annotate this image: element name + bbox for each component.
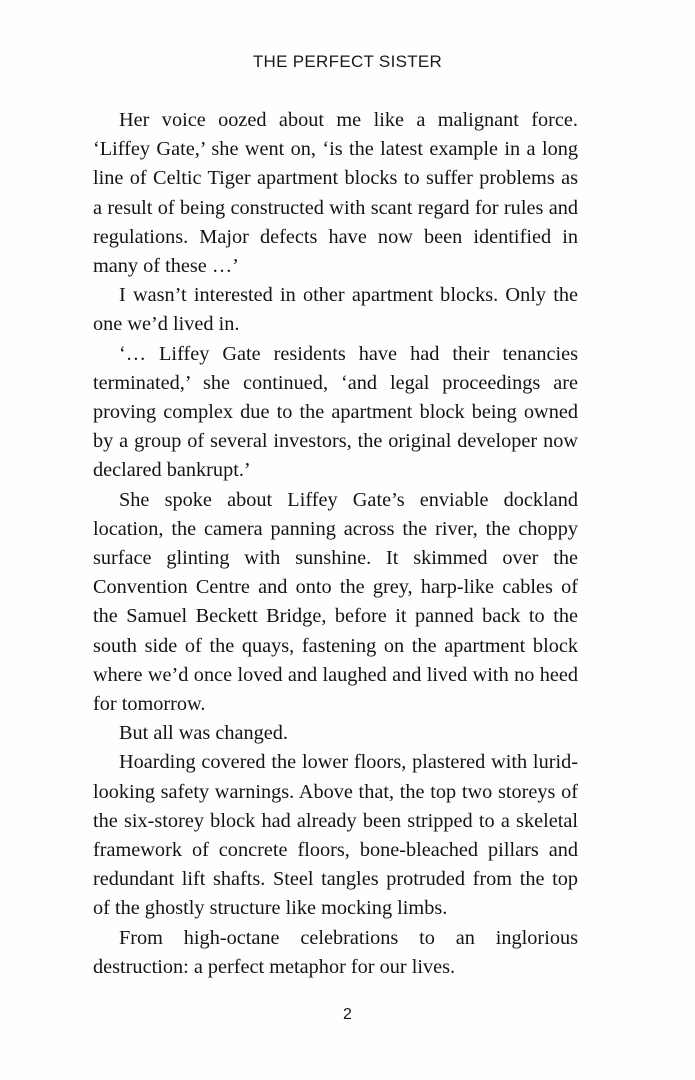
paragraph: She spoke about Liffey Gate’s enviable dockland location, the camera panning across the river, the choppy surface glinting with sunshine. It skimmed over the Convention Centre and onto the grey, harp-like cables of the Samuel Beckett Bridge, before it panned back to the south side of the quays, fastening on the apartment block where we’d once loved and laughed and lived with no heed for tomorrow.	[93, 488, 578, 716]
body-text	[93, 106, 578, 982]
paragraph: Hoarding covered the lower floors, plastered with lurid-looking safety warnings. Above that, the top two storeys of the six-storey block had already been stripped to a skeletal framework of concrete floors, bone-bleached pillars and redundant lift shafts. Steel tangles protruded from the top of the ghostly structure like mocking limbs.	[93, 751, 578, 920]
running-head-title: THE PERFECT SISTER	[252, 52, 443, 71]
paragraph: Her voice oozed about me like a malignant force. ‘Liffey Gate,’ she went on, ‘is the latest example in a long line of Celtic Tiger apartment blocks to suffer problems as a result of being constructed with scant regard for rules and regulations. Major defects have now been identified in many of these …’	[93, 109, 578, 278]
paragraph: ‘… Liffey Gate residents have had their tenancies terminated,’ she continued, ‘and legal proceedings are proving complex due to the apartment block being owned by a group of several investors, the original developer now declared bankrupt.’	[93, 342, 578, 482]
paragraph: I wasn’t interested in other apartment blocks. Only the one we’d lived in.	[93, 284, 578, 336]
paragraph: From high-octane celebrations to an inglorious destruction: a perfect metaphor for our lives.	[93, 926, 578, 978]
page-number: 2	[343, 1006, 352, 1023]
paragraph: But all was changed.	[119, 722, 288, 745]
